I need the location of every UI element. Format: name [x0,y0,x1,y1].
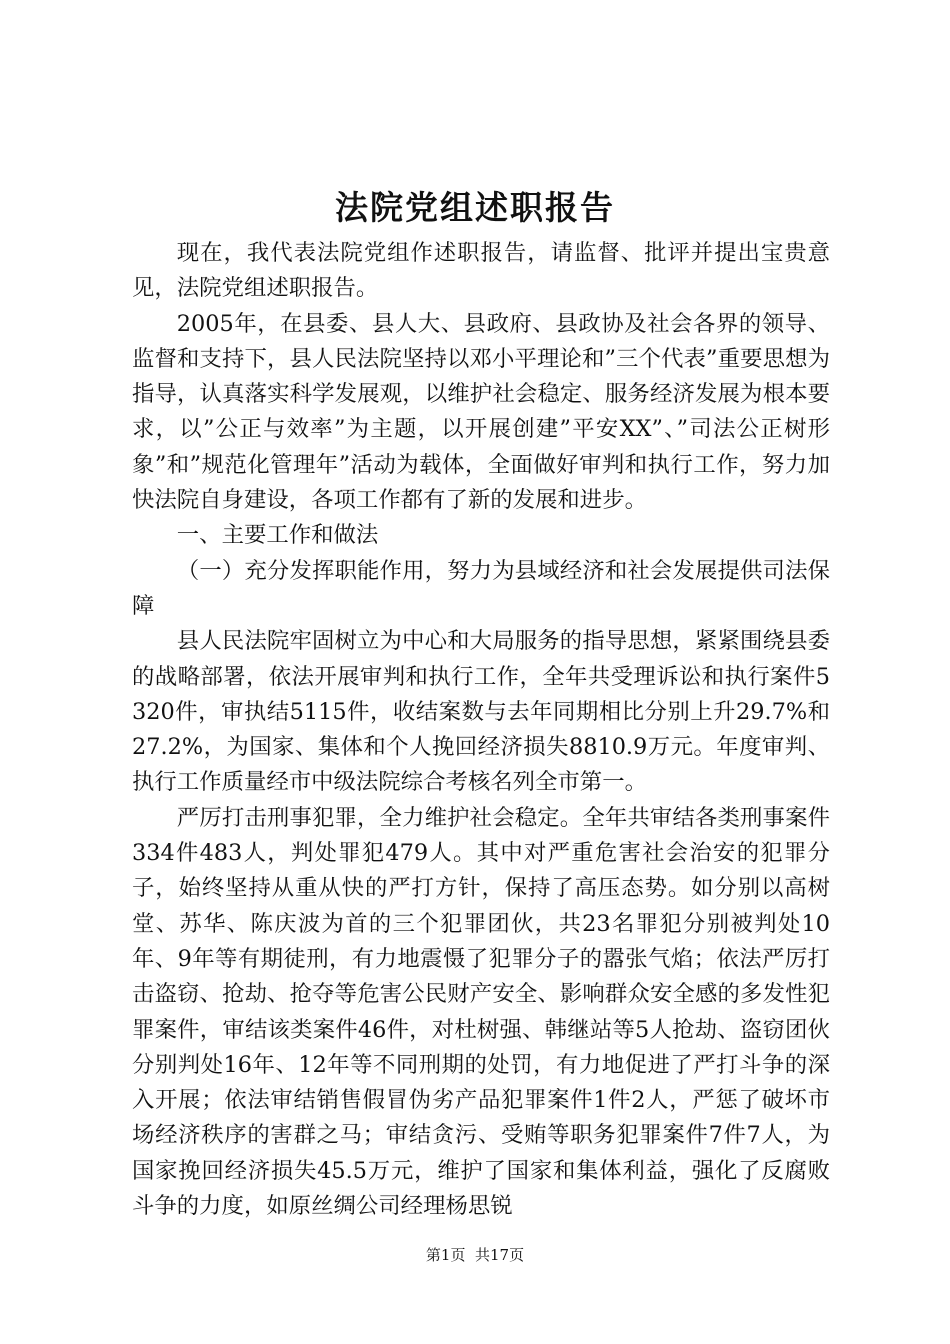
paragraph-overview: 2005年，在县委、县人大、县政府、县政协及社会各界的领导、监督和支持下，县人民法院坚持以邓小平理论和”三个代表”重要思想为指导，认真落实科学发展观，以维护社会稳定、服务经济发展为根本要求，以”公正与效率”为主题，以开展创建”平安XX”、”司法公正树形象”和”规范化管理年”活动为载体，全面做好审判和执行工作，努力加快法院自身建设，各项工作都有了新的发展和进步。 [132,310,830,514]
section-heading: 一、主要工作和做法 [176,522,379,549]
paragraph-intro: 现在，我代表法院党组作述职报告，请监督、批评并提出宝贵意见，法院党组述职报告。 [132,240,830,302]
page-number: 第1页 [425,1246,466,1264]
document-body [132,236,830,1224]
document-title: 法院党组述职报告 [335,188,615,227]
page-total: 共17页 [475,1246,525,1264]
subsection-heading: （一）充分发挥职能作用，努力为县域经济和社会发展提供司法保障 [132,557,830,619]
paragraph-criminal: 严厉打击刑事犯罪，全力维护社会稳定。全年共审结各类刑事案件334件483人，判处罪犯479人。其中对严重危害社会治安的犯罪分子，始终坚持从重从快的严打方针，保持了高压态势。如分别以高树堂、苏华、陈庆波为首的三个犯罪团伙，共23名罪犯分别被判处10年、9年等有期徒刑，有力地震慑了犯罪分子的嚣张气焰；依法严厉打击盗窃、抢劫、抢夺等危害公民财产安全、影响群众安全感的多发性犯罪案件，审结该类案件46件，对杜树强、韩继站等5人抢劫、盗窃团伙分别判处16年、12年等不同刑期的处罚，有力地促进了严打斗争的深入开展；依法审结销售假冒伪劣产品犯罪案件1件2人，严惩了破坏市场经济秩序的害群之马；审结贪污、受贿等职务犯罪案件7件7人，为国家挽回经济损失45.5万元，维护了国家和集体利益，强化了反腐败斗争的力度，如原丝绸公司经理杨思锐 [132,804,830,1220]
paragraph-caseload: 县人民法院牢固树立为中心和大局服务的指导思想，紧紧围绕县委的战略部署，依法开展审判和执行工作，全年共受理诉讼和执行案件5320件，审执结5115件，收结案数与去年同期相比分别上升29.7%和27.2%，为国家、集体和个人挽回经济损失8810.9万元。年度审判、执行工作质量经市中级法院综合考核名列全市第一。 [132,628,830,796]
page-footer [0,1244,950,1266]
